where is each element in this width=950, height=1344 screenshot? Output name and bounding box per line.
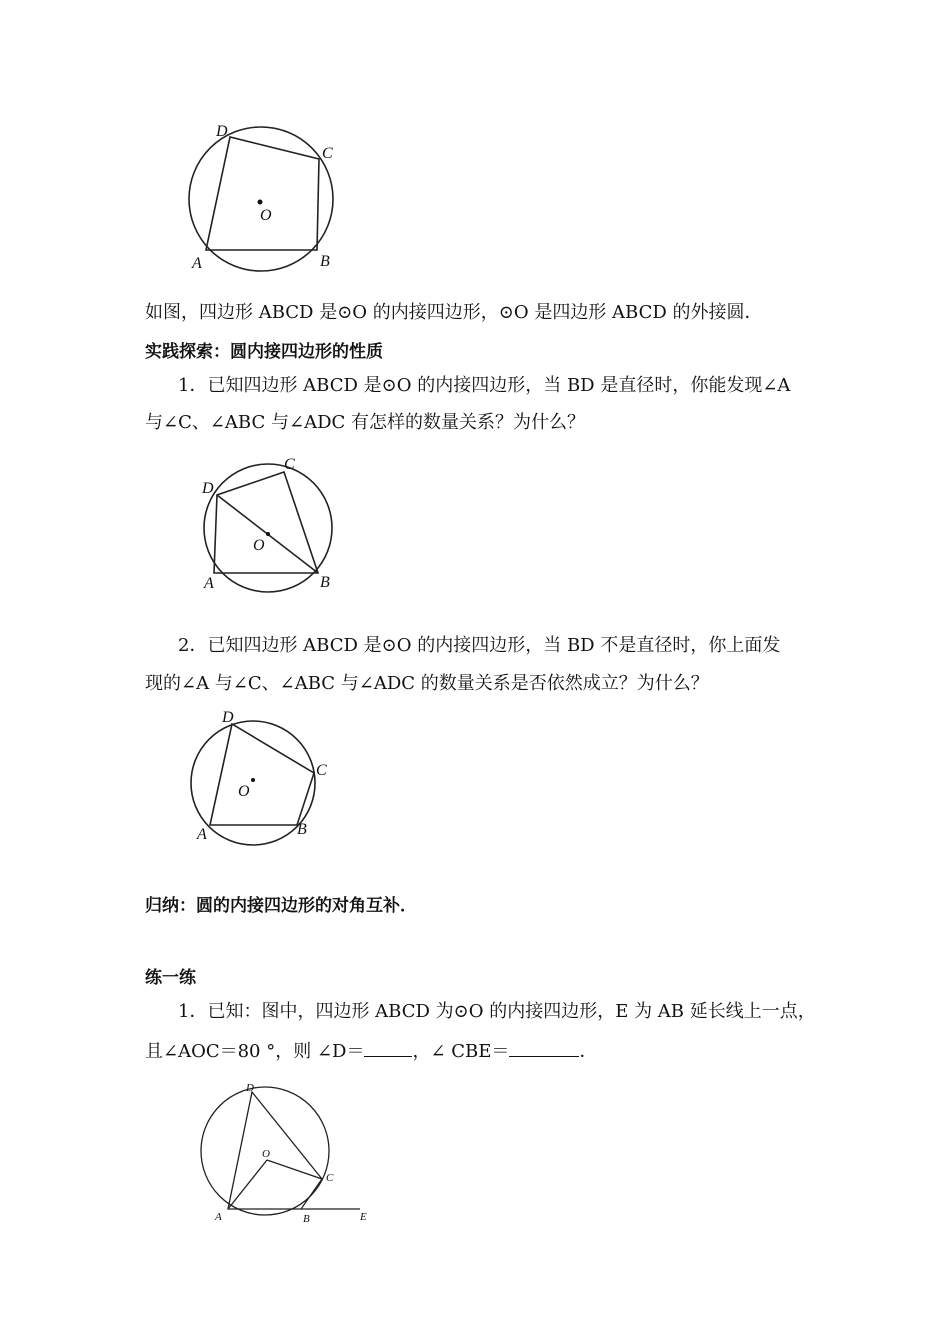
label-o: O — [262, 1148, 270, 1160]
exercise-1-line-2 — [145, 1038, 597, 1064]
label-b: B — [297, 821, 307, 838]
label-d: D — [222, 709, 234, 726]
label-d: D — [216, 123, 228, 140]
question-2-line-2: 现的∠A 与∠C、∠ABC 与∠ADC 的数量关系是否依然成立？为什么？ — [145, 673, 709, 694]
exercise-1-mid: ，∠ CBE＝ — [412, 1041, 510, 1062]
label-o: O — [260, 207, 272, 224]
figure-circle-quadrilateral-4 — [195, 1080, 385, 1230]
radius-oa — [228, 1160, 267, 1209]
figure-circle-quadrilateral-3 — [180, 700, 350, 850]
question-2-line-1: 2．已知四边形 ABCD 是⊙O 的内接四边形，当 BD 不是直径时，你上面发 — [178, 635, 781, 656]
label-o: O — [253, 537, 265, 554]
label-d: D — [246, 1082, 254, 1094]
label-c: C — [284, 456, 295, 473]
exercise-1-end: ． — [579, 1041, 598, 1062]
label-a: A — [197, 826, 207, 843]
question-1-line-2: 与∠C、∠ABC 与∠ADC 有怎样的数量关系？为什么？ — [145, 412, 585, 433]
center-point-o — [266, 532, 270, 536]
answer-blank-angle-cbe[interactable] — [509, 1038, 579, 1057]
quadrilateral-abcd — [210, 724, 314, 825]
label-b: B — [303, 1213, 310, 1225]
label-a: A — [192, 255, 202, 272]
practice-title: 练一练 — [145, 968, 196, 988]
label-a: A — [215, 1211, 222, 1223]
center-point-o — [251, 778, 255, 782]
label-b: B — [320, 574, 330, 591]
label-d: D — [202, 480, 214, 497]
label-b: B — [320, 253, 330, 270]
section-title: 实践探索：圆内接四边形的性质 — [145, 342, 383, 362]
answer-blank-angle-d[interactable] — [364, 1038, 412, 1057]
center-point-o — [258, 200, 263, 205]
label-c: C — [326, 1172, 334, 1184]
figure-circle-quadrilateral-1 — [150, 100, 380, 280]
label-e: E — [360, 1211, 367, 1223]
conclusion-text: 归纳：圆的内接四边形的对角互补． — [145, 896, 417, 916]
quadrilateral-abcd — [214, 472, 318, 573]
label-o: O — [238, 783, 250, 800]
intro-text: 如图，四边形 ABCD 是⊙O 的内接四边形，⊙O 是四边形 ABCD 的外接圆． — [145, 302, 763, 323]
figure-circle-quadrilateral-2 — [190, 450, 360, 595]
label-c: C — [322, 145, 333, 162]
label-c: C — [316, 762, 327, 779]
exercise-1-line-1: 1．已知：图中，四边形 ABCD 为⊙O 的内接四边形，E 为 AB 延长线上一点， — [178, 1001, 816, 1022]
exercise-1-prefix: 且∠AOC＝80 °，则 ∠D＝ — [145, 1041, 365, 1062]
quadrilateral-abcd — [206, 137, 319, 250]
question-1-line-1: 1．已知四边形 ABCD 是⊙O 的内接四边形，当 BD 是直径时，你能发现∠A — [178, 375, 791, 396]
label-a: A — [204, 575, 214, 592]
